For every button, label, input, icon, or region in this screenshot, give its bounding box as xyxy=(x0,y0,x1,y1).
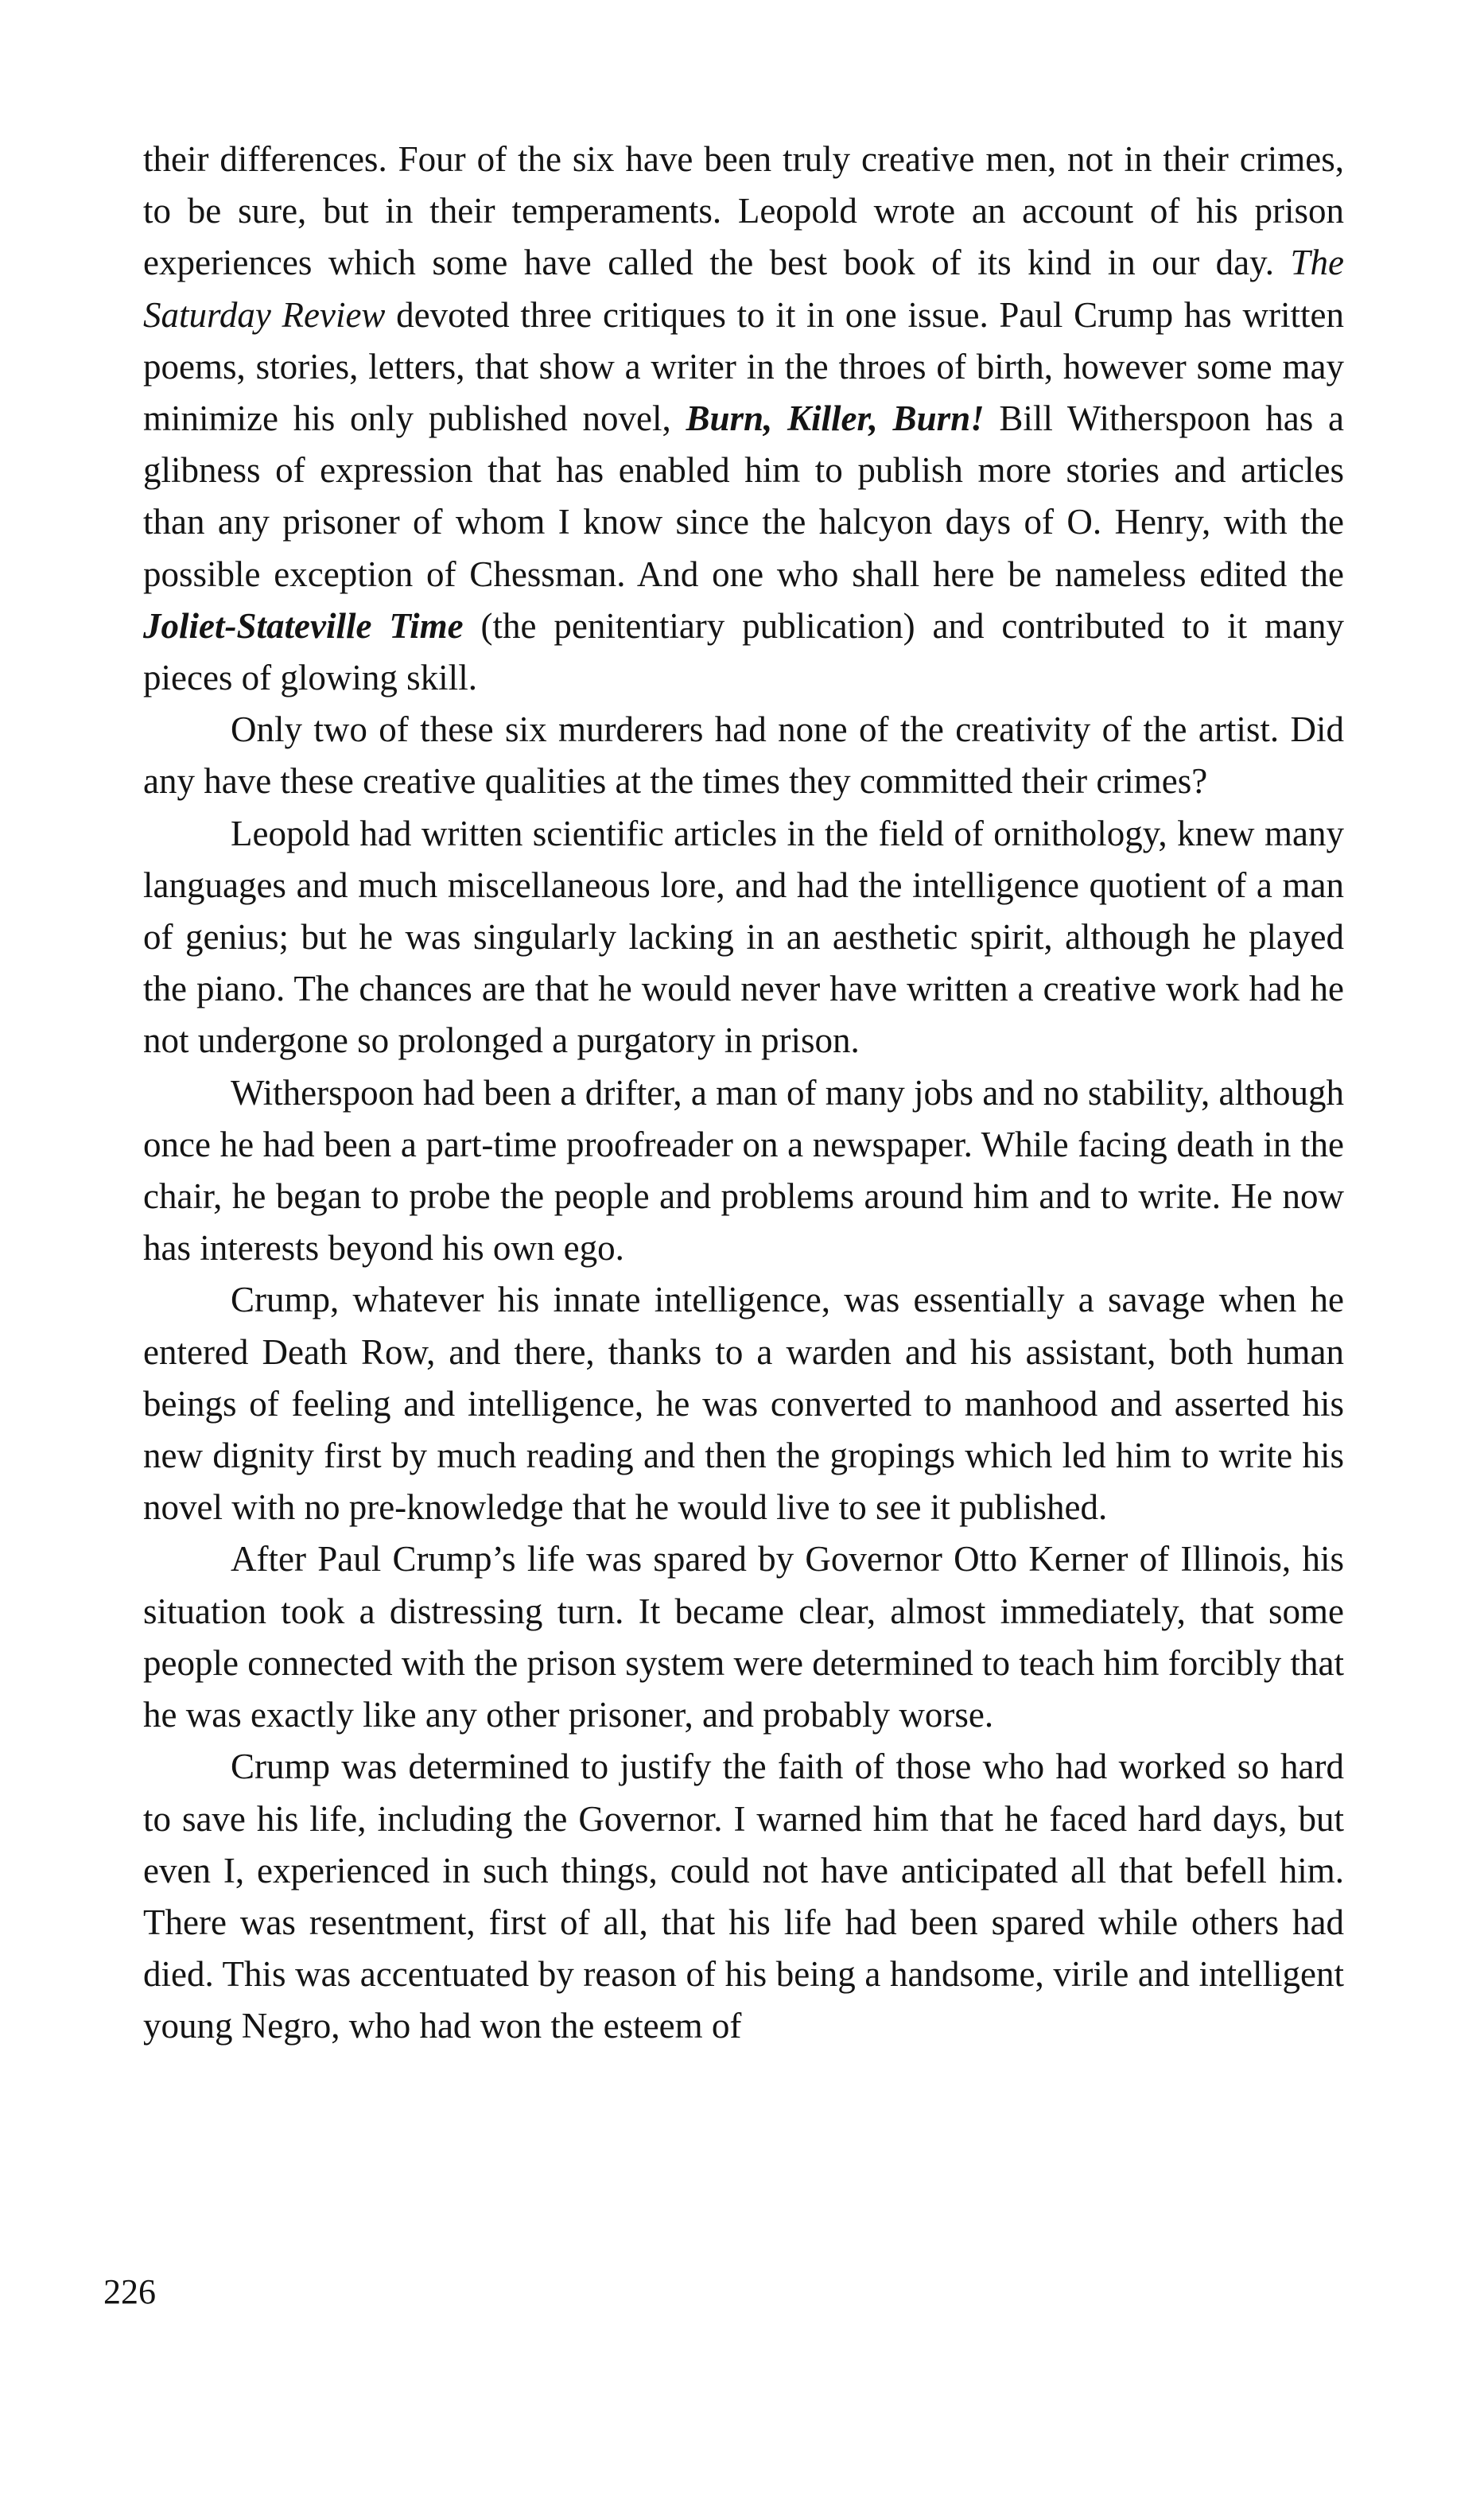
page-number: 226 xyxy=(103,2272,156,2311)
paragraph xyxy=(143,134,1344,704)
text-run: After Paul Crump’s life was spared by Governor Otto Kerner of Illinois, his situation took a distressing turn. It became clear, almost immediately, that some people connected with the prison system were determined to teach him forcibly that he was exactly like any other prisoner, and probably worse. xyxy=(143,1539,1344,1735)
paragraph xyxy=(143,1741,1344,2052)
bold-italic-title: Burn, Killer, Burn! xyxy=(686,398,985,439)
paragraph xyxy=(143,808,1344,1067)
text-run: Bill Witherspoon has a glibness of expression that has enabled him to publish more stories and articles than any prisoner of whom I know since the halcyon days of O. Henry, with the possible exception of Chessman. And one who shall here be nameless edited the xyxy=(143,398,1344,594)
paragraph xyxy=(143,1533,1344,1741)
text-run: devoted three critiques to it in one issue. Paul Crump has written poems, stories, letters, that show a writer in the throes of birth, however some may minimize his only published novel, xyxy=(143,294,1344,439)
paragraph xyxy=(143,1274,1344,1533)
text-run: Crump was determined to justify the faith of those who had worked so hard to save his life, including the Governor. I warned him that he faced hard days, but even I, experienced in such things, could not have anticipated all that befell him. There was resentment, first of all, that his life had been spared while others had died. This was accentuated by reason of his being a handsome, virile and intelligent young Negro, who had won the esteem of xyxy=(143,1747,1344,2046)
paragraph xyxy=(143,1067,1344,1275)
page-number-container xyxy=(0,2271,1484,2312)
paragraph xyxy=(143,704,1344,807)
text-run: Crump, whatever his innate intelligence, was essentially a savage when he entered Death Row, and there, thanks to a warden and his assistant, both human beings of feeling and intelligence, he was converted to manhood and asserted his new dignity first by much reading and then the gropings which led him to write his novel with no pre-knowledge that he would live to see it published. xyxy=(143,1280,1344,1528)
bold-italic-title: Joliet-Stateville Time xyxy=(143,605,464,646)
text-run: Only two of these six murderers had none of the creativity of the artist. Did any have these creative qualities at the times they committed their crimes? xyxy=(143,709,1344,802)
italic-title: The Saturday Review xyxy=(143,243,1344,335)
text-run: Witherspoon had been a drifter, a man of many jobs and no stability, although once he had been a part-time proofreader on a newspaper. While facing death in the chair, he began to probe the people and problems around him and to write. He now has interests beyond his own ego. xyxy=(143,1072,1344,1269)
text-run: (the penitentiary publication) and contributed to it many pieces of glowing skill. xyxy=(143,605,1344,698)
text-run: Leopold had written scientific articles in the field of ornithology, knew many languages and much miscellaneous lore, and had the intelligence quotient of a man of genius; but he was singularly lacking in an aesthetic spirit, although he played the piano. The chances are that he would never have written a creative work had he not undergone so prolonged a purgatory in prison. xyxy=(143,813,1344,1061)
text-run: their differences. Four of the six have been truly creative men, not in their crimes, to be sure, but in their temperaments. Leopold wrote an account of his prison experiences which some have called the best book of its kind in our day. xyxy=(143,139,1344,283)
body-text xyxy=(143,134,1344,2053)
